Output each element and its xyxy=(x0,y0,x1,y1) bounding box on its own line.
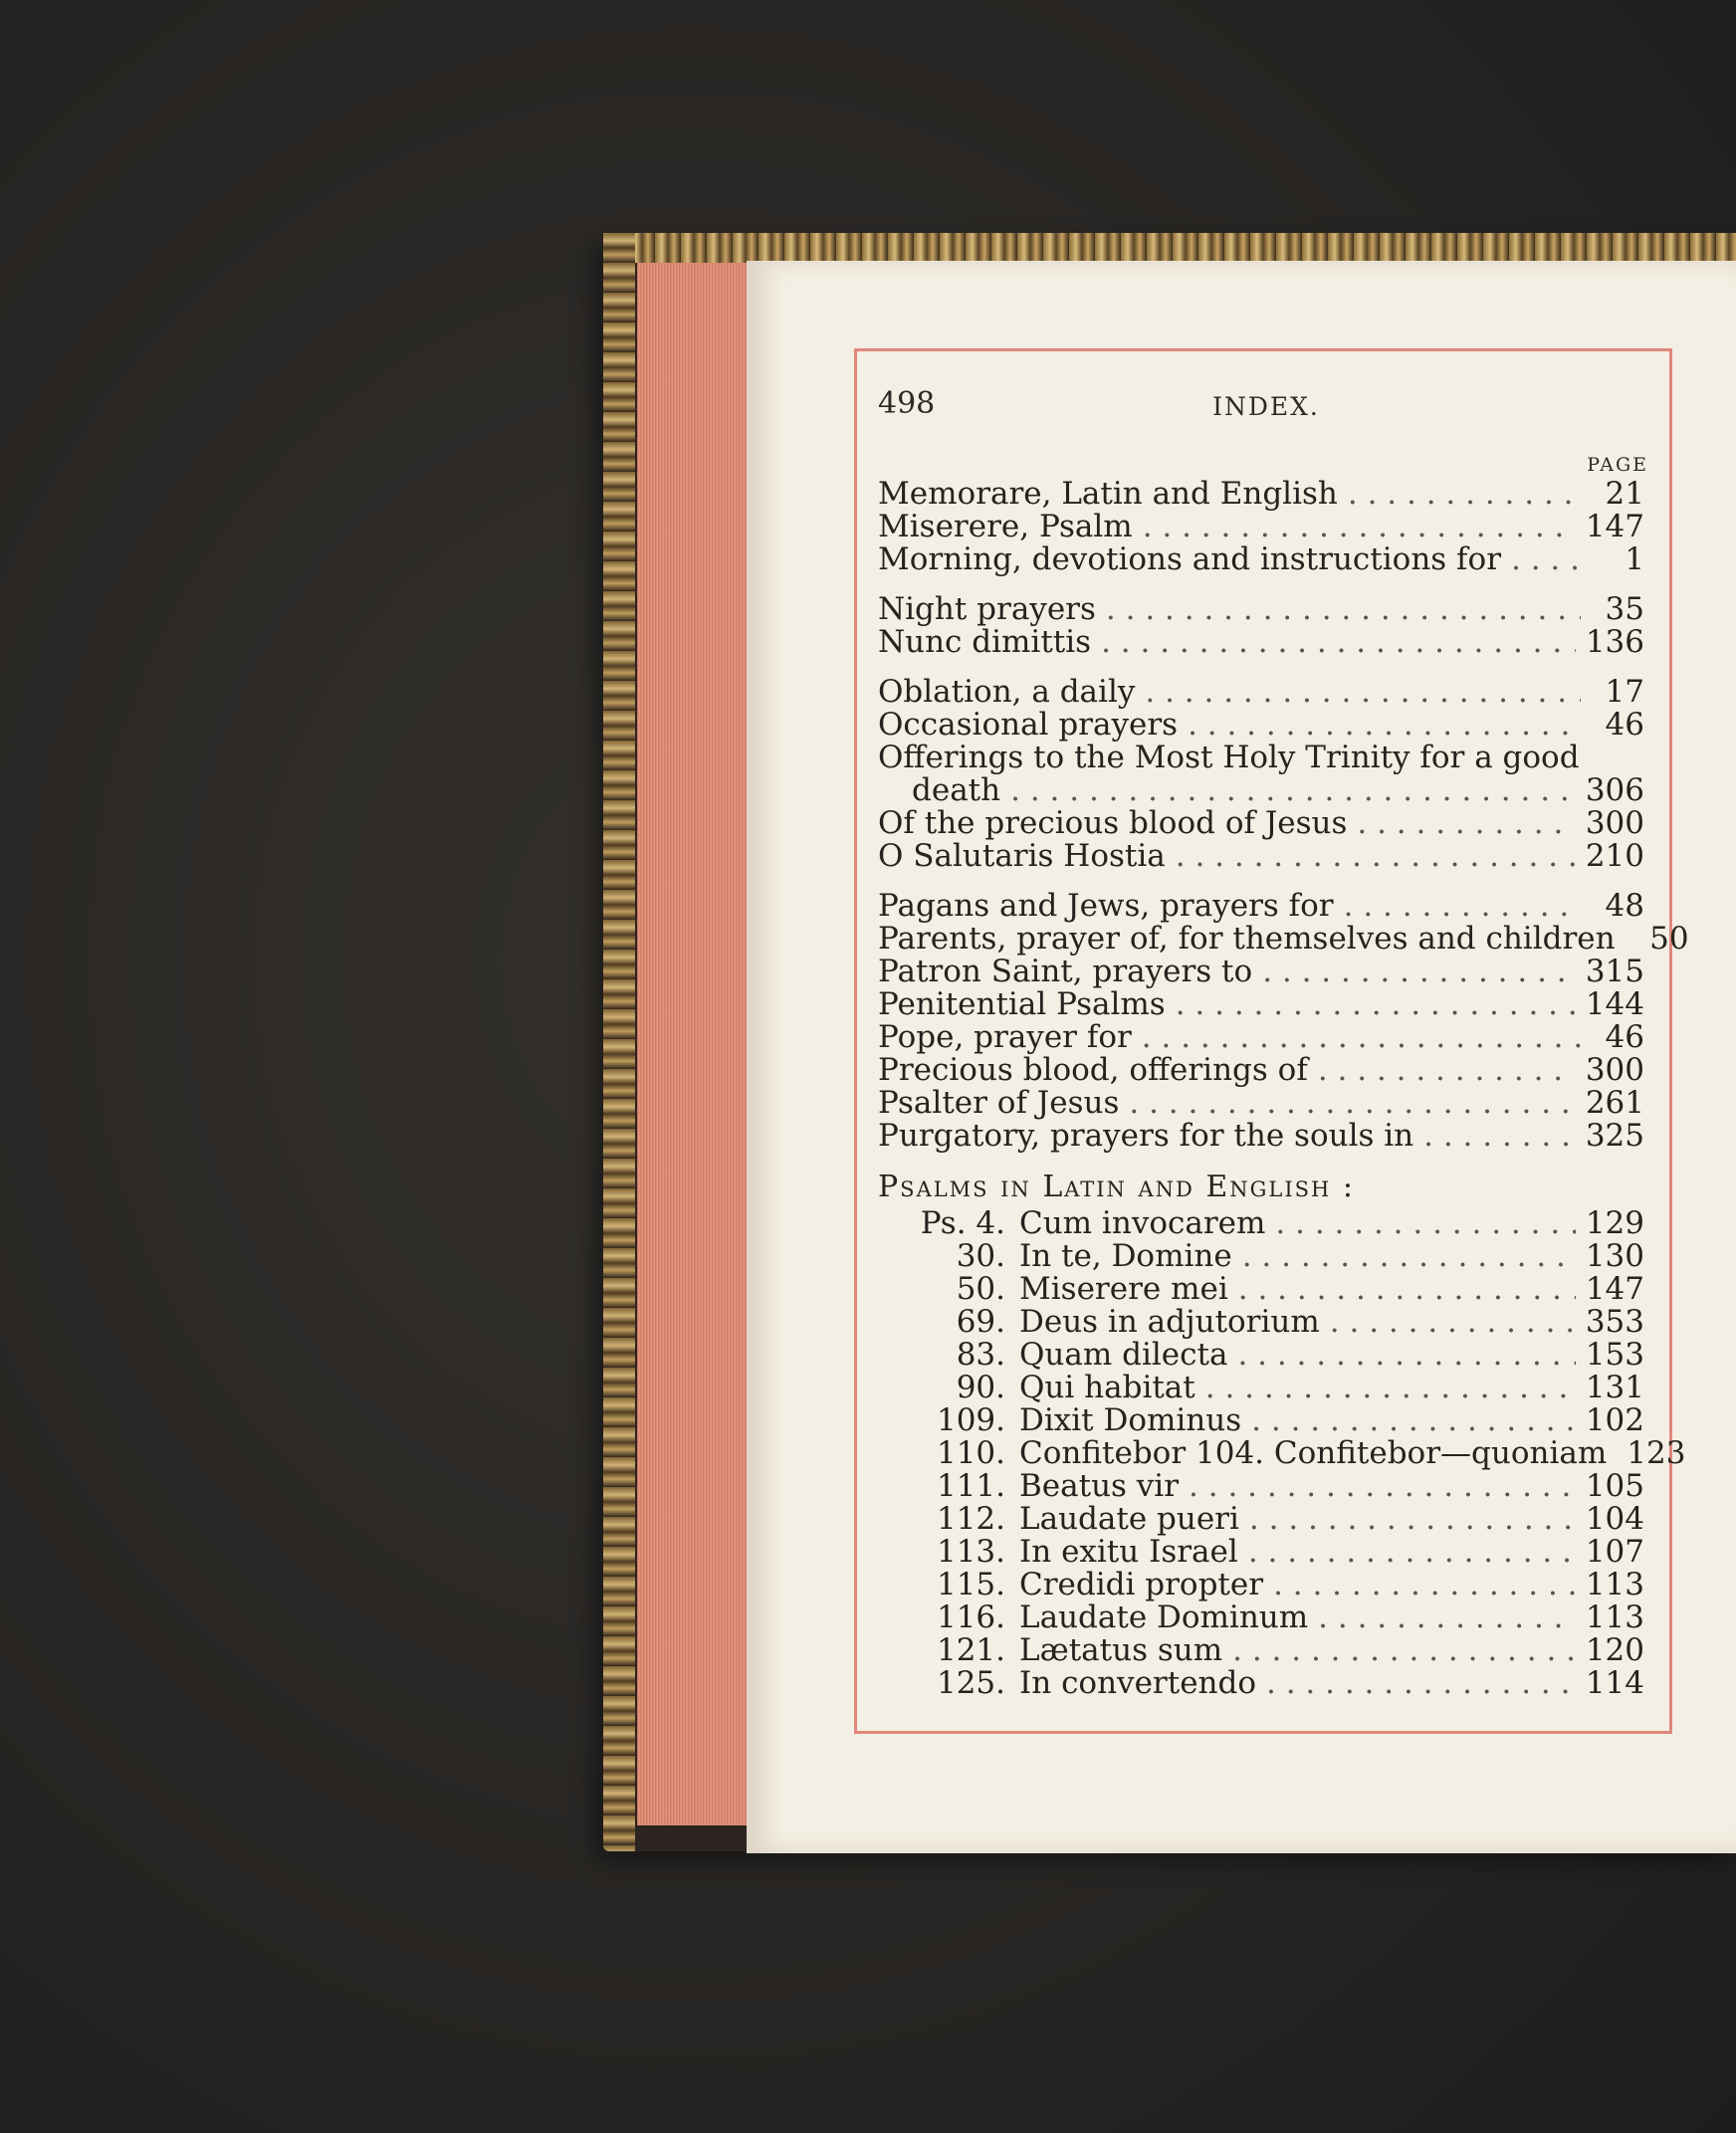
index-entry xyxy=(878,709,1644,742)
entry-page: 300 xyxy=(1585,805,1644,841)
entry-page: 144 xyxy=(1585,986,1644,1022)
index-entry xyxy=(878,1087,1644,1120)
dot-leader xyxy=(1205,1372,1576,1404)
entry-label: Patron Saint, prayers to xyxy=(878,954,1253,989)
index-entry xyxy=(878,1120,1644,1153)
psalm-title: Qui habitat xyxy=(1019,1370,1195,1405)
dot-leader xyxy=(1010,774,1576,807)
psalm-entry xyxy=(878,1273,1644,1306)
dot-leader xyxy=(1238,1273,1576,1306)
psalm-page: 129 xyxy=(1585,1205,1644,1241)
dot-leader xyxy=(1348,478,1581,511)
psalm-number: 69. xyxy=(956,1304,1005,1340)
psalm-number: 90. xyxy=(956,1370,1005,1405)
dot-leader xyxy=(1142,1021,1581,1054)
psalms-section-title: Psalms in Latin and English : xyxy=(878,1170,1356,1204)
psalm-number: 50. xyxy=(956,1271,1005,1307)
psalm-title: Beatus vir xyxy=(1019,1468,1180,1504)
psalm-number: 30. xyxy=(956,1238,1005,1274)
psalm-page: 104 xyxy=(1585,1501,1644,1537)
psalm-label xyxy=(878,1667,1256,1700)
psalm-title: Deus in adjutorium xyxy=(1019,1304,1320,1340)
index-entry xyxy=(878,988,1644,1021)
psalm-entry xyxy=(878,1634,1644,1667)
index-entry xyxy=(878,956,1644,988)
entry-label: Oblation, a daily xyxy=(878,674,1136,710)
index-entry xyxy=(878,1021,1644,1054)
psalm-number: 110. xyxy=(936,1435,1005,1471)
psalm-label xyxy=(878,1372,1195,1404)
psalm-entry xyxy=(878,1667,1644,1700)
entry-label: Morning, devotions and instructions for xyxy=(878,541,1502,577)
dot-leader xyxy=(1262,956,1576,988)
entry-page: 21 xyxy=(1605,476,1644,512)
entry-page: 261 xyxy=(1585,1085,1644,1121)
psalm-entry xyxy=(878,1207,1644,1240)
psalm-entry xyxy=(878,1372,1644,1404)
psalm-label xyxy=(878,1470,1179,1503)
dot-leader xyxy=(1344,890,1581,923)
psalm-page: 130 xyxy=(1585,1238,1644,1274)
entry-label: Memorare, Latin and English xyxy=(878,476,1338,512)
psalm-title: In te, Domine xyxy=(1019,1238,1232,1274)
entry-label: death xyxy=(912,772,1001,808)
psalm-number: 121. xyxy=(936,1632,1005,1668)
dot-leader xyxy=(1188,709,1581,742)
psalm-title: Dixit Dominus xyxy=(1019,1402,1242,1438)
dot-leader xyxy=(1275,1207,1575,1240)
psalm-label xyxy=(878,1240,1232,1273)
psalm-title: Quam dilecta xyxy=(1019,1337,1228,1373)
psalm-label xyxy=(878,1634,1222,1667)
entry-page: 46 xyxy=(1605,1019,1644,1055)
dot-leader xyxy=(1330,1306,1576,1339)
psalm-entry xyxy=(878,1435,1686,1471)
psalm-entry xyxy=(878,1536,1644,1569)
psalm-entry xyxy=(878,1569,1644,1601)
dot-leader xyxy=(1189,1470,1576,1503)
dot-leader xyxy=(1318,1601,1576,1634)
index-entry xyxy=(878,593,1644,626)
index-entry xyxy=(878,807,1644,840)
psalm-page: 107 xyxy=(1585,1534,1644,1570)
entry-label: Nunc dimittis xyxy=(878,624,1092,660)
psalm-number: 115. xyxy=(936,1567,1005,1602)
page-header xyxy=(878,386,1654,436)
entry-label: Miserere, Psalm xyxy=(878,509,1133,544)
dot-leader xyxy=(1511,543,1581,576)
psalm-page: 153 xyxy=(1585,1337,1644,1373)
psalm-entry xyxy=(878,1240,1644,1273)
psalm-page: 147 xyxy=(1585,1271,1644,1307)
psalm-title: Credidi propter xyxy=(1019,1567,1264,1602)
dot-leader xyxy=(1176,840,1576,873)
dot-leader xyxy=(1101,626,1576,659)
index-entry xyxy=(878,676,1644,709)
entry-label: Penitential Psalms xyxy=(878,986,1166,1022)
dot-leader xyxy=(1129,1087,1575,1120)
psalm-entry xyxy=(878,1404,1644,1437)
entry-label: Precious blood, offerings of xyxy=(878,1052,1308,1088)
psalm-number: 111. xyxy=(936,1468,1005,1504)
psalm-page: 131 xyxy=(1585,1370,1644,1405)
entry-page: 210 xyxy=(1585,838,1644,874)
entry-label: Parents, prayer of, for themselves and children xyxy=(878,921,1616,957)
psalm-label xyxy=(878,1306,1320,1339)
entry-label: Occasional prayers xyxy=(878,707,1179,743)
index-entry xyxy=(878,1054,1644,1087)
entry-page: 50 xyxy=(1649,921,1689,957)
psalm-page: 123 xyxy=(1627,1435,1686,1471)
dot-leader xyxy=(1106,593,1581,626)
entry-label: Purgatory, prayers for the souls in xyxy=(878,1118,1414,1154)
psalm-page: 120 xyxy=(1585,1632,1644,1668)
index-entry xyxy=(878,921,1689,957)
dot-leader xyxy=(1248,1536,1576,1569)
dot-leader xyxy=(1242,1240,1576,1273)
dot-leader xyxy=(1176,988,1576,1021)
gilt-border-top xyxy=(603,233,1736,263)
entry-page: 147 xyxy=(1585,509,1644,544)
psalm-page: 114 xyxy=(1585,1665,1644,1701)
psalm-title: Laudate Dominum xyxy=(1019,1600,1309,1635)
entry-page: 325 xyxy=(1585,1118,1644,1154)
psalm-number: 113. xyxy=(936,1534,1005,1570)
psalm-entry xyxy=(878,1503,1644,1536)
dot-leader xyxy=(1249,1503,1576,1536)
psalm-label xyxy=(878,1404,1241,1437)
psalm-entry xyxy=(878,1339,1644,1372)
index-entry xyxy=(878,543,1644,576)
psalm-page: 113 xyxy=(1585,1600,1644,1635)
entry-label: Pope, prayer for xyxy=(878,1019,1132,1055)
psalm-label xyxy=(878,1437,1607,1470)
dot-leader xyxy=(1251,1404,1576,1437)
psalm-number: 109. xyxy=(936,1402,1005,1438)
page-number: 498 xyxy=(878,386,936,421)
index-entry xyxy=(878,626,1644,659)
entry-page: 35 xyxy=(1605,591,1644,627)
psalm-label xyxy=(878,1569,1263,1601)
entry-page: 1 xyxy=(1625,541,1644,577)
index-entry xyxy=(878,742,1644,774)
entry-page: 136 xyxy=(1585,624,1644,660)
psalm-page: 105 xyxy=(1585,1468,1644,1504)
index-entry xyxy=(878,840,1644,873)
psalm-number: 112. xyxy=(936,1501,1005,1537)
psalm-title: Cum invocarem xyxy=(1019,1205,1266,1241)
psalm-entry xyxy=(878,1470,1644,1503)
entry-label: O Salutaris Hostia xyxy=(878,838,1166,874)
entry-page: 17 xyxy=(1605,674,1644,710)
index-entry xyxy=(878,511,1644,543)
page-column-heading: PAGE xyxy=(1587,454,1648,476)
psalm-number: 83. xyxy=(956,1337,1005,1373)
dot-leader xyxy=(1357,807,1575,840)
dot-leader xyxy=(1145,676,1581,709)
psalm-number: 116. xyxy=(936,1600,1005,1635)
psalm-label xyxy=(878,1503,1239,1536)
psalm-label xyxy=(878,1273,1228,1306)
entry-label: Of the precious blood of Jesus xyxy=(878,805,1348,841)
dot-leader xyxy=(1266,1667,1576,1700)
psalm-title: In convertendo xyxy=(1019,1665,1257,1701)
psalm-label xyxy=(878,1601,1308,1634)
psalm-page: 353 xyxy=(1585,1304,1644,1340)
entry-page: 300 xyxy=(1585,1052,1644,1088)
psalm-entry xyxy=(878,1601,1644,1634)
entry-label: Psalter of Jesus xyxy=(878,1085,1120,1121)
dot-leader xyxy=(1273,1569,1576,1601)
psalm-number: 125. xyxy=(936,1665,1005,1701)
dot-leader xyxy=(1237,1339,1575,1372)
psalm-entry xyxy=(878,1306,1644,1339)
psalm-title: Laudate pueri xyxy=(1019,1501,1239,1537)
index-entry xyxy=(878,478,1644,511)
entry-label: Offerings to the Most Holy Trinity for a good xyxy=(878,740,1580,775)
entry-page: 306 xyxy=(1585,772,1644,808)
psalm-label xyxy=(878,1339,1227,1372)
entry-label: Night prayers xyxy=(878,591,1096,627)
psalm-number: Ps. 4. xyxy=(920,1205,1005,1241)
dot-leader xyxy=(1232,1634,1576,1667)
index-entry-continuation xyxy=(878,774,1644,807)
psalm-label xyxy=(878,1207,1265,1240)
gilt-border-spine xyxy=(603,233,635,1851)
running-head: INDEX. xyxy=(1212,392,1320,421)
psalm-label xyxy=(878,1536,1238,1569)
entry-page: 48 xyxy=(1605,888,1644,924)
psalm-title: Lætatus sum xyxy=(1019,1632,1223,1668)
index-entry xyxy=(878,890,1644,923)
dot-leader xyxy=(1143,511,1576,543)
psalm-page: 102 xyxy=(1585,1402,1644,1438)
red-page-edges xyxy=(637,263,747,1825)
entry-page: 315 xyxy=(1585,954,1644,989)
index-entries xyxy=(878,476,1689,1701)
entry-label: Pagans and Jews, prayers for xyxy=(878,888,1334,924)
entry-page: 46 xyxy=(1605,707,1644,743)
psalm-page: 113 xyxy=(1585,1567,1644,1602)
psalm-title: In exitu Israel xyxy=(1019,1534,1238,1570)
dot-leader xyxy=(1423,1120,1576,1153)
psalm-title: Miserere mei xyxy=(1019,1271,1228,1307)
psalm-title: Confitebor 104. Confitebor—quoniam xyxy=(1019,1435,1608,1471)
dot-leader xyxy=(1318,1054,1576,1087)
